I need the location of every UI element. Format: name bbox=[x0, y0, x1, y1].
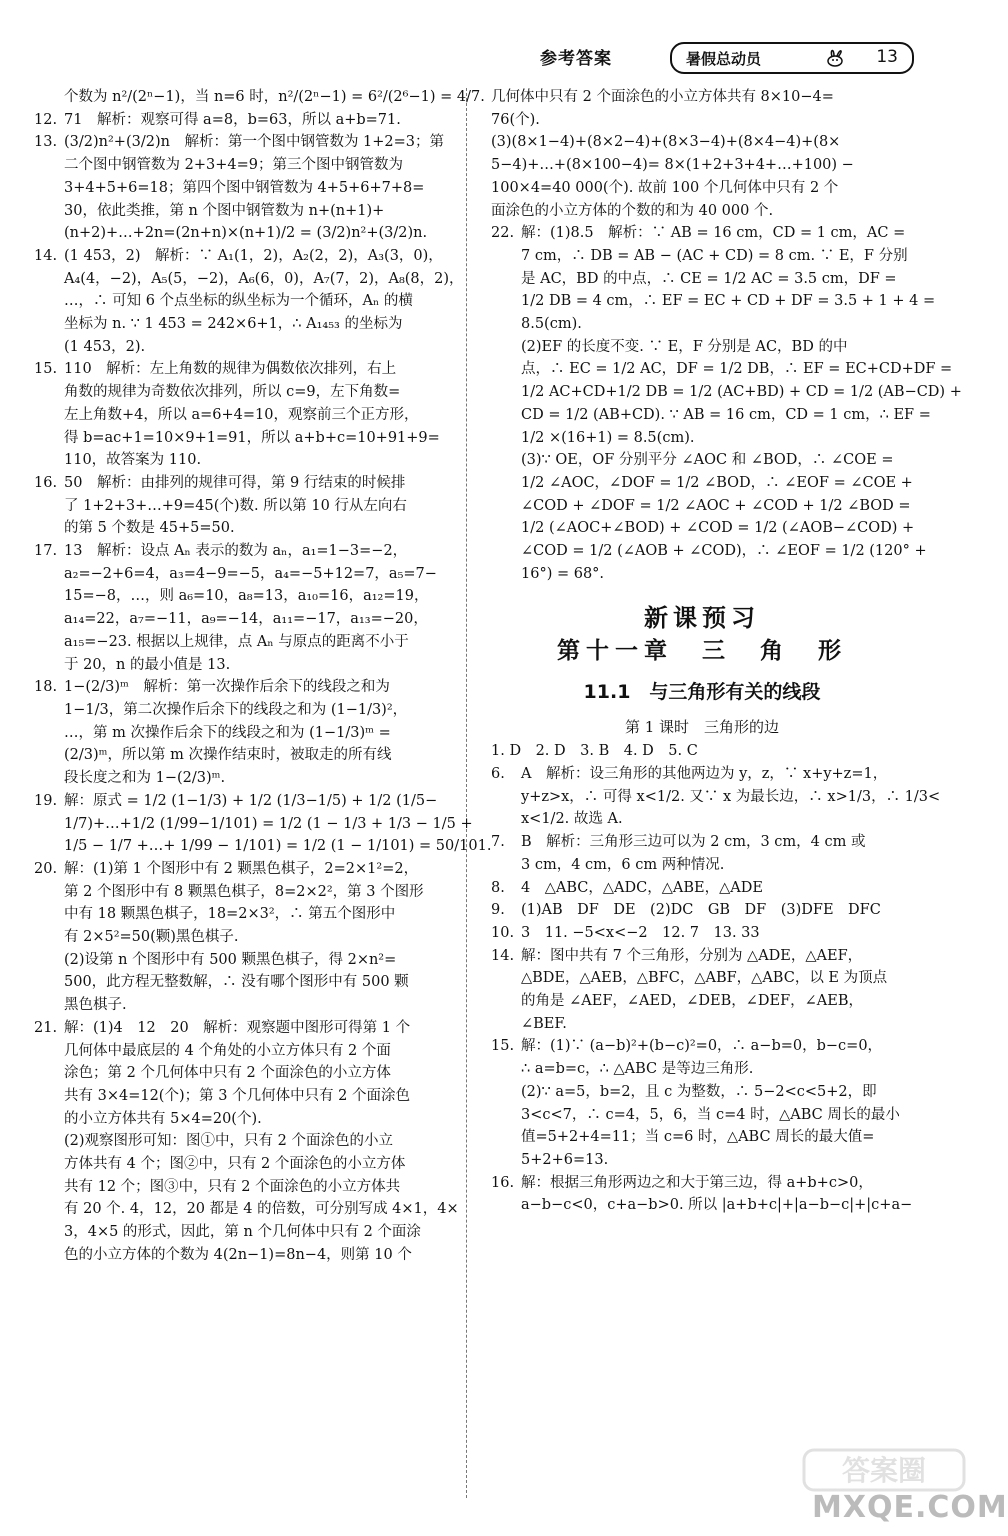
answer-line: y+z>x，∴ 可得 x<1/2. 又∵ x 为最长边，∴ x>1/3，∴ 1/3< bbox=[521, 788, 941, 805]
answer-item bbox=[491, 222, 962, 585]
answer-line: 解：(1)4 12 20 解析：观察题中图形可得第 1 个 bbox=[64, 1019, 411, 1036]
answer-body bbox=[521, 922, 913, 945]
answer-line: 16°) = 68°. bbox=[521, 565, 605, 582]
answer-body bbox=[64, 245, 464, 359]
answer-line: 500，此方程无整数解，∴ 没有哪个图形中有 500 颗 bbox=[64, 974, 409, 991]
answer-line: A 解析：设三角形的其他两边为 y，z，∵ x+y+z=1， bbox=[521, 765, 888, 782]
answer-line: 13 解析：设点 Aₙ 表示的数为 aₙ，a₁=1−3=−2， bbox=[64, 543, 408, 560]
answer-body bbox=[521, 877, 913, 900]
lesson-title: 第 1 课时 三角形的边 bbox=[624, 717, 780, 736]
answer-number: 13. bbox=[34, 134, 58, 151]
answer-body bbox=[64, 109, 452, 132]
answer-line: (1)AB DF DE (2)DC GB DF (3)DFE DFC bbox=[521, 902, 881, 919]
answer-item bbox=[491, 86, 913, 222]
answer-line: 段长度之和为 1−(2/3)ᵐ. bbox=[64, 770, 226, 787]
answer-line: 几何体中只有 2 个面涂色的小立方体共有 8×10−4= bbox=[491, 89, 834, 105]
answer-line: ∠BEF. bbox=[521, 1015, 567, 1032]
answer-line: △BDE，△AEB，△BFC，△ABF，△ABC，以 E 为顶点 bbox=[521, 970, 888, 987]
chapter-title: 第十一章 三 角 形 bbox=[557, 638, 847, 665]
answer-item bbox=[491, 763, 941, 831]
right-column-answers-bottom bbox=[491, 740, 941, 1217]
answer-line: 涂色；第 2 个几何体中只有 2 个面涂色的小立方体 bbox=[64, 1065, 391, 1082]
answer-line: 共有 12 个；图③中，只有 2 个面涂色的小立方体共 bbox=[64, 1178, 401, 1195]
answer-line: 第 2 个图形中有 8 颗黑色棋子，8=2×2²，第 3 个图形 bbox=[64, 883, 424, 900]
answer-item bbox=[34, 358, 452, 472]
answer-item bbox=[34, 86, 485, 109]
answer-line: 30，依此类推，第 n 个图中钢管数为 n+(n+1)+ bbox=[64, 202, 385, 219]
answer-line: x<1/2. 故选 A. bbox=[521, 811, 623, 828]
answer-line: 值=5+2+4=11；当 c=6 时，△ABC 周长的最大值= bbox=[521, 1129, 875, 1146]
answer-number: 19. bbox=[34, 792, 58, 809]
answer-line: (2/3)ᵐ，所以第 m 次操作结束时，被取走的所有线 bbox=[64, 747, 392, 764]
answer-line: 1/2 (∠AOC+∠BOD) + ∠COD = 1/2 (∠AOB−∠COD) + bbox=[521, 520, 915, 537]
answer-line: 角数的规律为奇数依次排列，所以 c=9，左下角数= bbox=[64, 384, 401, 401]
answer-line: 了 1+2+3+…+9=45(个)数. 所以第 10 行从左向右 bbox=[64, 497, 407, 514]
answer-item bbox=[34, 790, 492, 858]
answer-line: 1/2 ×(16+1) = 8.5(cm). bbox=[521, 429, 695, 446]
answer-item bbox=[34, 540, 452, 676]
answer-line: (1 453，2) 解析：∵ A₁(1，2)，A₂(2，2)，A₃(3，0)， bbox=[64, 247, 443, 264]
answer-item bbox=[491, 1035, 913, 1171]
answer-line: 110，故答案为 110. bbox=[64, 452, 202, 469]
answer-line: 8.5(cm). bbox=[521, 316, 582, 333]
answer-line: (2)设第 n 个图形中有 500 颗黑色棋子，得 2×n²= bbox=[64, 951, 397, 968]
answer-line: 100×4=40 000(个). 故前 100 个几何体中只有 2 个 bbox=[491, 179, 839, 196]
brand-name: 暑假总动员 bbox=[686, 50, 762, 68]
answer-line: 4 △ABC，△ADC，△ABE，△ADE bbox=[521, 879, 763, 896]
answer-line: 1/2 AC+CD+1/2 DB = 1/2 (AC+BD) + CD = 1/2 (AB−CD) + bbox=[521, 384, 962, 401]
answer-item bbox=[491, 740, 913, 763]
answer-line: 1−(2/3)ᵐ 解析：第一次操作后余下的线段之和为 bbox=[64, 679, 390, 696]
answer-item bbox=[34, 858, 452, 1017]
answer-line: (n+2)+…+2n=(2n+n)×(n+1)/2 = (3/2)n²+(3/2)n. bbox=[64, 225, 428, 242]
answer-line: 3<c<7，∴ c=4，5，6，当 c=4 时，△ABC 周长的最小 bbox=[521, 1106, 900, 1123]
answer-line: 于 20，n 的最小值是 13. bbox=[64, 656, 231, 673]
answer-body bbox=[491, 740, 913, 763]
right-column-answers-top bbox=[491, 86, 962, 585]
answer-line: 面涂色的小立方体的个数的和为 40 000 个. bbox=[491, 202, 774, 219]
answer-body bbox=[521, 222, 962, 585]
answer-body bbox=[64, 676, 452, 790]
right-column bbox=[491, 86, 962, 1217]
answer-body bbox=[64, 540, 452, 676]
answer-line: (2)EF 的长度不变. ∵ E，F 分别是 AC，BD 的中 bbox=[521, 338, 848, 355]
answer-line: 得 b=ac+1=10×9+1=91，所以 a+b+c=10+91+9= bbox=[64, 429, 440, 446]
answer-line: 解：图中共有 7 个三角形，分别为 △ADE，△AEF， bbox=[521, 947, 863, 964]
answer-line: 3 cm，4 cm，6 cm 两种情况. bbox=[521, 856, 725, 873]
answer-line: ∠COD = 1/2 (∠AOB + ∠COD)，∴ ∠EOF = 1/2 (120° + bbox=[521, 543, 927, 560]
left-column bbox=[34, 86, 492, 1267]
answer-line: 1. D 2. D 3. B 4. D 5. C bbox=[491, 743, 698, 760]
svg-text:答案圈: 答案圈 bbox=[841, 1454, 927, 1487]
answer-body bbox=[64, 472, 452, 540]
answer-number: 15. bbox=[34, 361, 58, 378]
answer-body bbox=[521, 1035, 913, 1171]
answer-number: 17. bbox=[34, 543, 58, 560]
answer-item bbox=[491, 922, 913, 945]
answer-number: 21. bbox=[34, 1019, 58, 1036]
answer-line: 解：(1)第 1 个图形中有 2 颗黑色棋子，2=2×1²=2， bbox=[64, 860, 419, 877]
answer-number: 18. bbox=[34, 679, 58, 696]
section-title: 新课预习 bbox=[644, 604, 760, 633]
answer-body bbox=[64, 1017, 459, 1267]
answer-body bbox=[521, 763, 940, 831]
answer-line: (3/2)n²+(3/2)n 解析：第一个图中钢管数为 1+2=3；第 bbox=[64, 134, 445, 151]
subsection-title: 11.1 与三角形有关的线段 bbox=[583, 680, 821, 703]
answer-line: 个数为 n²/(2ⁿ−1)，当 n=6 时，n²/(2ⁿ−1) = 6²/(2⁶−1) = 4/7. bbox=[64, 89, 485, 105]
answer-line: a₁₄=22，a₇=−11，a₉=−14，a₁₁=−17，a₁₃=−20， bbox=[64, 611, 428, 628]
answer-line: …，第 m 次操作后余下的线段之和为 (1−1/3)ᵐ = bbox=[64, 724, 391, 741]
answer-number: 6. bbox=[491, 765, 505, 782]
answer-body bbox=[64, 131, 452, 245]
answer-line: 有 2×5²=50(颗)黑色棋子. bbox=[64, 929, 239, 946]
answer-line: 点，∴ EC = 1/2 AC，DF = 1/2 DB，∴ EF = EC+CD+DF = bbox=[521, 361, 953, 378]
answer-body bbox=[64, 858, 452, 1017]
answer-body bbox=[64, 358, 452, 472]
answer-item bbox=[34, 472, 452, 540]
answer-item bbox=[491, 1172, 913, 1217]
answer-line: 有 20 个. 4，12，20 都是 4 的倍数，可分别写成 4×1，4× bbox=[64, 1201, 459, 1218]
answer-line: (3)∵ OE，OF 分别平分 ∠AOC 和 ∠BOD，∴ ∠COE = bbox=[521, 452, 894, 469]
answer-line: 5+2+6=13. bbox=[521, 1151, 609, 1168]
answer-line: a−b−c<0，c+a−b>0. 所以 |a+b+c|+|a−b−c|+|c+a− bbox=[521, 1197, 913, 1214]
answer-line: 50 解析：由排列的规律可得，第 9 行结束的时候排 bbox=[64, 474, 406, 491]
answer-body bbox=[521, 831, 913, 876]
answer-line: 1/2 DB = 4 cm，∴ EF = EC + CD + DF = 3.5 + 1 + 4 = bbox=[521, 293, 936, 310]
answer-number: 8. bbox=[491, 879, 505, 896]
answer-line: 5−4)+…+(8×100−4)= 8×(1+2+3+4+…+100) − bbox=[491, 157, 854, 174]
answer-line: 1/7)+…+1/2 (1/99−1/101) = 1/2 (1 − 1/3 + 1/3 − 1/5 + bbox=[64, 815, 473, 832]
answer-number: 10. bbox=[491, 924, 515, 941]
answer-line: 110 解析：左上角数的规律为偶数依次排列，右上 bbox=[64, 361, 397, 378]
answer-item bbox=[491, 877, 913, 900]
answer-item bbox=[491, 831, 913, 876]
answer-number: 14. bbox=[34, 247, 58, 264]
page-number: 13 bbox=[876, 47, 898, 67]
answer-body bbox=[491, 86, 913, 222]
answer-line: 1/2 ∠AOC，∠DOF = 1/2 ∠BOD，∴ ∠EOF = ∠COE + bbox=[521, 474, 913, 491]
answer-line: 的小立方体共有 5×4=20(个). bbox=[64, 1110, 262, 1127]
answer-line: 7 cm，∴ DB = AB − (AC + CD) = 8 cm. ∵ E，F 分别 bbox=[521, 247, 908, 264]
section-label: 参考答案 bbox=[540, 49, 612, 69]
answer-body bbox=[64, 790, 491, 858]
answer-line: 3+4+5+6=18；第四个图中钢管数为 4+5+6+7+8= bbox=[64, 179, 425, 196]
rabbit-mascot-icon bbox=[822, 46, 848, 68]
answer-number: 7. bbox=[491, 834, 505, 851]
answer-line: 3，4×5 的形式，因此，第 n 个几何体中只有 2 个面涂 bbox=[64, 1224, 421, 1241]
answer-line: 左上角数+4，所以 a=6+4=10，观察前三个正方形， bbox=[64, 406, 419, 423]
answer-number bbox=[34, 86, 64, 109]
answer-line: 的第 5 个数是 45+5=50. bbox=[64, 520, 235, 537]
answer-number: 9. bbox=[491, 902, 505, 919]
answer-line: 黑色棋子. bbox=[64, 997, 127, 1014]
answer-line: 解：根据三角形两边之和大于第三边，得 a+b+c>0， bbox=[521, 1174, 873, 1191]
answer-item bbox=[34, 109, 452, 132]
answer-line: 1−1/3，第二次操作后余下的线段之和为 (1−1/3)²， bbox=[64, 701, 408, 718]
answer-number: 16. bbox=[491, 1174, 515, 1191]
answer-line: 解：(1)8.5 解析：∵ AB = 16 cm，CD = 1 cm，AC = bbox=[521, 225, 906, 242]
answer-item bbox=[491, 945, 913, 1036]
answer-line: …，∴ 可知 6 个点坐标的纵坐标为一个循环，Aₙ 的横 bbox=[64, 293, 413, 310]
answer-line: 方体共有 4 个；图②中，只有 2 个面涂色的小立方体 bbox=[64, 1156, 406, 1173]
answer-item bbox=[491, 899, 913, 922]
answer-line: a₁₅=−23. 根据以上规律，点 Aₙ 与原点的距离不小于 bbox=[64, 633, 409, 650]
answer-line: 71 解析：观察可得 a=8，b=63，所以 a+b=71. bbox=[64, 111, 401, 128]
answer-line: (1 453，2). bbox=[64, 338, 146, 355]
answer-line: (3)(8×1−4)+(8×2−4)+(8×3−4)+(8×4−4)+(8× bbox=[491, 134, 841, 151]
answer-body bbox=[521, 899, 913, 922]
answer-line: ∠COD + ∠DOF = 1/2 ∠AOC + ∠COD + 1/2 ∠BOD = bbox=[521, 497, 911, 514]
watermark-text: MXQE.COM bbox=[812, 1490, 1008, 1525]
answer-line: A₄(4，−2)，A₅(5，−2)，A₆(6，0)，A₇(7，2)，A₈(8，2)， bbox=[64, 270, 464, 287]
answer-number: 14. bbox=[491, 947, 515, 964]
answer-line: 中有 18 颗黑色棋子，18=2×3²，∴ 第五个图形中 bbox=[64, 906, 396, 923]
answer-number: 12. bbox=[34, 111, 58, 128]
answer-line: 解：原式 = 1/2 (1−1/3) + 1/2 (1/3−1/5) + 1/2 (1/5− bbox=[64, 792, 438, 809]
answer-item bbox=[34, 131, 452, 245]
answer-body bbox=[521, 1172, 913, 1217]
answer-line: 是 AC，BD 的中点，∴ CE = 1/2 AC = 3.5 cm，DF = bbox=[521, 270, 897, 287]
answer-line: (2)∵ a=5，b=2，且 c 为整数，∴ 5−2<c<5+2，即 bbox=[521, 1083, 877, 1100]
page-header bbox=[540, 40, 920, 76]
answer-number: 20. bbox=[34, 860, 58, 877]
answer-line: (2)观察图形可知：图①中，只有 2 个面涂色的小立 bbox=[64, 1133, 393, 1150]
answer-line: 的角是 ∠AEF，∠AED，∠DEB，∠DEF，∠AEB， bbox=[521, 993, 864, 1010]
brand-box bbox=[670, 42, 914, 74]
answer-number: 15. bbox=[491, 1038, 515, 1055]
answer-line: 二个图中钢管数为 2+3+4=9；第三个图中钢管数为 bbox=[64, 157, 403, 174]
answer-line: a₂=−2+6=4，a₃=4−9=−5，a₄=−5+12=7，a₅=7− bbox=[64, 565, 437, 582]
answer-number: 16. bbox=[34, 474, 58, 491]
answer-line: 色的小立方体的个数为 4(2n−1)=8n−4，则第 10 个 bbox=[64, 1246, 412, 1263]
answer-item bbox=[34, 1017, 459, 1267]
answer-line: B 解析：三角形三边可以为 2 cm，3 cm，4 cm 或 bbox=[521, 834, 866, 851]
answer-line: 15=−8，…，则 a₆=10，a₈=13，a₁₀=16，a₁₂=19， bbox=[64, 588, 429, 605]
answer-line: ∴ a=b=c，∴ △ABC 是等边三角形. bbox=[521, 1061, 754, 1078]
answer-line: 3 11. −5<x<−2 12. 7 13. 33 bbox=[521, 924, 760, 941]
answer-line: 几何体中最底层的 4 个角处的小立方体只有 2 个面 bbox=[64, 1042, 391, 1059]
answer-line: 坐标为 n. ∵ 1 453 = 242×6+1，∴ A₁₄₅₃ 的坐标为 bbox=[64, 316, 403, 333]
answer-number: 22. bbox=[491, 225, 515, 242]
answer-line: 76(个). bbox=[491, 111, 540, 128]
answer-line: CD = 1/2 (AB+CD). ∵ AB = 16 cm，CD = 1 cm，∴ EF = bbox=[521, 406, 931, 423]
answer-body bbox=[64, 86, 485, 109]
answer-item bbox=[34, 245, 464, 359]
answer-line: 1/5 − 1/7 +…+ 1/99 − 1/101) = 1/2 (1 − 1/101) = 50/101. bbox=[64, 838, 492, 855]
answer-item bbox=[34, 676, 452, 790]
answer-body bbox=[521, 945, 913, 1036]
answer-line: 共有 3×4=12(个)；第 3 个几何体中只有 2 个面涂色 bbox=[64, 1087, 411, 1104]
answer-line: 解：(1)∵ (a−b)²+(b−c)²=0，∴ a−b=0，b−c=0， bbox=[521, 1038, 883, 1055]
